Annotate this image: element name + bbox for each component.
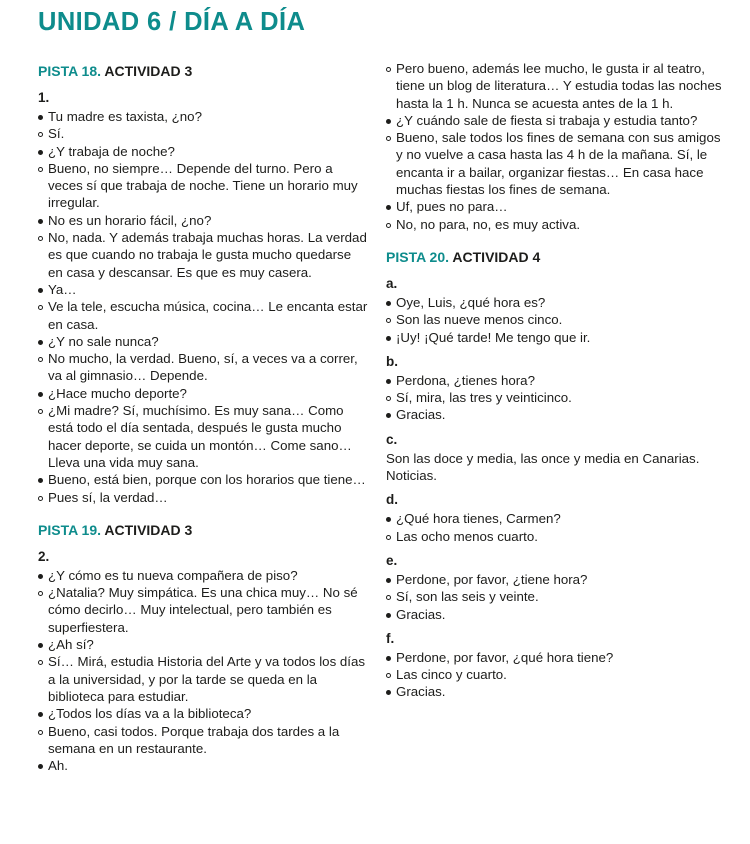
filled-bullet-icon (38, 288, 43, 293)
dialogue-text: ¿Ah sí? (48, 637, 94, 653)
open-bullet-icon (386, 223, 391, 228)
dialogue (386, 510, 726, 545)
right-column (386, 60, 726, 701)
dialogue-line (38, 350, 368, 385)
part-a (386, 274, 726, 346)
dialogue-line (386, 588, 726, 605)
dialogue (386, 372, 726, 424)
dialogue-text: ¿Y no sale nunca? (48, 333, 159, 349)
dialogue-text: Tu madre es taxista, ¿no? (48, 109, 202, 124)
pista-label: PISTA 18. (38, 63, 102, 79)
dialogue-text: Son las nueve menos cinco. (396, 312, 563, 328)
dialogue-line (38, 160, 368, 212)
open-bullet-icon (38, 132, 43, 137)
activity-label: ACTIVIDAD 4 (452, 248, 541, 265)
dialogue-text: No mucho, la verdad. Bueno, sí, a veces va a correr, va al gimnasio… Depende. (48, 351, 358, 384)
open-bullet-icon (386, 136, 391, 141)
dialogue-text: ¿Hace mucho deporte? (48, 385, 187, 401)
part-d (386, 490, 726, 545)
part-f (386, 629, 726, 701)
open-bullet-icon (38, 305, 43, 310)
filled-bullet-icon (38, 392, 43, 397)
dialogue-text: Gracias. (396, 684, 446, 700)
dialogue-line (386, 311, 726, 328)
filled-bullet-icon (386, 301, 391, 306)
dialogue-text: Perdone, por favor, ¿qué hora tiene? (396, 649, 614, 665)
dialogue-text: Perdona, ¿tienes hora? (396, 372, 535, 388)
dialogue-line (38, 333, 368, 350)
open-bullet-icon (38, 496, 43, 501)
dialogue-text: Las ocho menos cuarto. (396, 528, 538, 544)
open-bullet-icon (386, 396, 391, 401)
filled-bullet-icon (38, 219, 43, 224)
pista-20-section (386, 246, 726, 701)
dialogue-text: Bueno, casi todos. Porque trabaja dos tardes a la semana en un restaurante. (48, 723, 340, 756)
dialogue-text: Ah. (48, 758, 68, 774)
pista-19-section (38, 519, 368, 775)
open-bullet-icon (386, 595, 391, 600)
dialogue-text: Oye, Luis, ¿qué hora es? (396, 294, 546, 310)
part-label: c. (386, 431, 398, 447)
dialogue-line (38, 143, 368, 160)
part-label: a. (386, 275, 398, 291)
open-bullet-icon (38, 236, 43, 241)
dialogue (38, 108, 368, 506)
dialogue-line (38, 229, 368, 281)
dialogue-text: Perdone, por favor, ¿tiene hora? (396, 571, 588, 587)
dialogue-line (386, 510, 726, 527)
filled-bullet-icon (38, 764, 43, 769)
dialogue-line (386, 329, 726, 346)
dialogue-line (386, 649, 726, 666)
filled-bullet-icon (38, 478, 43, 483)
dialogue-text: Ve la tele, escucha música, cocina… Le encanta estar en casa. (48, 299, 368, 332)
open-bullet-icon (38, 591, 43, 596)
dialogue-text: ¿Y cuándo sale de fiesta si trabaja y estudia tanto? (396, 112, 698, 128)
filled-bullet-icon (38, 150, 43, 155)
dialogue-line (386, 528, 726, 545)
dialogue-line (38, 705, 368, 722)
exercise-number: 1. (38, 90, 50, 105)
unit-title: UNIDAD 6 / DÍA A DÍA (38, 8, 306, 36)
dialogue-line (38, 636, 368, 653)
filled-bullet-icon (38, 712, 43, 717)
activity-label: ACTIVIDAD 3 (104, 521, 193, 538)
dialogue-line (386, 683, 726, 700)
part-c (386, 430, 726, 485)
dialogue (386, 294, 726, 346)
dialogue-line (38, 567, 368, 584)
dialogue-line (38, 489, 368, 506)
filled-bullet-icon (386, 379, 391, 384)
open-bullet-icon (38, 730, 43, 735)
part-label: f. (386, 630, 395, 646)
dialogue-text: Sí… Mirá, estudia Historia del Arte y va todos los días a la universidad, y por la tarde se queda en la biblioteca para estudiar. (48, 654, 366, 704)
activity-label: ACTIVIDAD 3 (104, 63, 193, 79)
dialogue-line (386, 60, 726, 112)
dialogue-text: No, no para, no, es muy activa. (396, 216, 581, 232)
dialogue-line (386, 129, 726, 198)
section-heading (38, 519, 368, 541)
dialogue-line (38, 471, 368, 488)
dialogue-line (38, 298, 368, 333)
filled-bullet-icon (386, 613, 391, 618)
filled-bullet-icon (386, 578, 391, 583)
dialogue-line (38, 757, 368, 774)
filled-bullet-icon (386, 205, 391, 210)
dialogue (386, 649, 726, 701)
dialogue-line (386, 406, 726, 423)
pista-label: PISTA 20. (386, 248, 450, 265)
dialogue-line (38, 402, 368, 471)
filled-bullet-icon (386, 413, 391, 418)
dialogue-line (386, 198, 726, 215)
filled-bullet-icon (386, 119, 391, 124)
dialogue-line (38, 723, 368, 758)
dialogue-line (38, 584, 368, 636)
filled-bullet-icon (386, 517, 391, 522)
dialogue-line (38, 108, 368, 125)
pista-label: PISTA 19. (38, 521, 102, 538)
dialogue-text: ¿Qué hora tienes, Carmen? (396, 511, 561, 527)
dialogue-line (386, 216, 726, 233)
exercise-number: 2. (38, 548, 50, 564)
filled-bullet-icon (386, 656, 391, 661)
dialogue-line (38, 125, 368, 142)
left-column (38, 60, 368, 774)
dialogue (386, 571, 726, 623)
open-bullet-icon (38, 167, 43, 172)
part-b (386, 352, 726, 424)
dialogue-continued (386, 60, 726, 233)
dialogue-line (386, 666, 726, 683)
dialogue-text: Bueno, está bien, porque con los horarios que tiene… (48, 472, 366, 488)
filled-bullet-icon (38, 643, 43, 648)
filled-bullet-icon (38, 340, 43, 345)
part-e (386, 551, 726, 623)
dialogue-text: Sí, mira, las tres y veinticinco. (396, 390, 572, 406)
open-bullet-icon (386, 318, 391, 323)
open-bullet-icon (38, 357, 43, 362)
dialogue-text: ¿Y cómo es tu nueva compañera de piso? (48, 567, 298, 583)
dialogue-line (386, 571, 726, 588)
open-bullet-icon (386, 535, 391, 540)
dialogue-text: No es un horario fácil, ¿no? (48, 212, 212, 228)
dialogue-line (38, 281, 368, 298)
filled-bullet-icon (386, 336, 391, 341)
dialogue-text: ¿Y trabaja de noche? (48, 143, 175, 159)
open-bullet-icon (386, 67, 391, 72)
dialogue-line (386, 372, 726, 389)
dialogue-line (386, 112, 726, 129)
dialogue-line (386, 294, 726, 311)
open-bullet-icon (38, 660, 43, 665)
filled-bullet-icon (386, 690, 391, 695)
dialogue-line (386, 606, 726, 623)
dialogue-text: ¿Natalia? Muy simpática. Es una chica muy… No sé cómo decirlo… Muy intelectual, pero también es superfiestera. (48, 585, 358, 635)
part-label: e. (386, 552, 398, 568)
dialogue-text: Pues sí, la verdad… (48, 489, 168, 505)
dialogue-text: ¿Todos los días va a la biblioteca? (48, 706, 252, 722)
open-bullet-icon (386, 673, 391, 678)
dialogue (38, 567, 368, 775)
dialogue-text: ¡Uy! ¡Qué tarde! Me tengo que ir. (396, 329, 591, 345)
dialogue-text: Bueno, no siempre… Depende del turno. Pero a veces sí que trabaja de noche. Tiene un horario muy irregular. (48, 160, 358, 211)
dialogue-text: Las cinco y cuarto. (396, 667, 507, 683)
filled-bullet-icon (38, 115, 43, 120)
part-label: b. (386, 353, 398, 369)
dialogue-line (38, 212, 368, 229)
section-heading (38, 60, 368, 82)
dialogue-text: ¿Mi madre? Sí, muchísimo. Es muy sana… Como está todo el día sentada, después le gusta mucho hacer deporte, se cuida un montón… Come sano… Lleva una vida muy sana. (48, 403, 352, 470)
dialogue-text: No, nada. Y además trabaja muchas horas. La verdad es que cuando no trabaja le gusta mucho quedarse en casa y descansar. Es que es muy casera. (48, 230, 367, 280)
section-heading (386, 246, 726, 268)
dialogue-line (38, 385, 368, 402)
dialogue-text: Gracias. (396, 407, 446, 423)
dialogue-text: Sí, son las seis y veinte. (396, 589, 539, 605)
dialogue-text: Bueno, sale todos los fines de semana con sus amigos y no vuelve a casa hasta las 4 h de la mañana. Sí, le encanta ir a bailar, organizar fiestas… En casa hace muchas fiestas los fines de semana. (396, 130, 721, 198)
narration-text: Son las doce y media, las once y media en Canarias. Noticias. (386, 450, 700, 484)
open-bullet-icon (38, 409, 43, 414)
filled-bullet-icon (38, 574, 43, 579)
part-label: d. (386, 492, 398, 508)
pista-18-section (38, 60, 368, 506)
dialogue-text: Sí. (48, 126, 65, 142)
dialogue-text: Pero bueno, además lee mucho, le gusta ir al teatro, tiene un blog de literatura… Y estudia todas las noches hasta la 1 h. Nunca se acuesta antes de la 1 h. (396, 61, 722, 111)
dialogue-text: Uf, pues no para… (396, 199, 508, 215)
dialogue-line (386, 389, 726, 406)
dialogue-text: Ya… (48, 281, 77, 297)
dialogue-line (38, 653, 368, 705)
dialogue-text: Gracias. (396, 606, 446, 622)
pista-20-parts (386, 274, 726, 701)
